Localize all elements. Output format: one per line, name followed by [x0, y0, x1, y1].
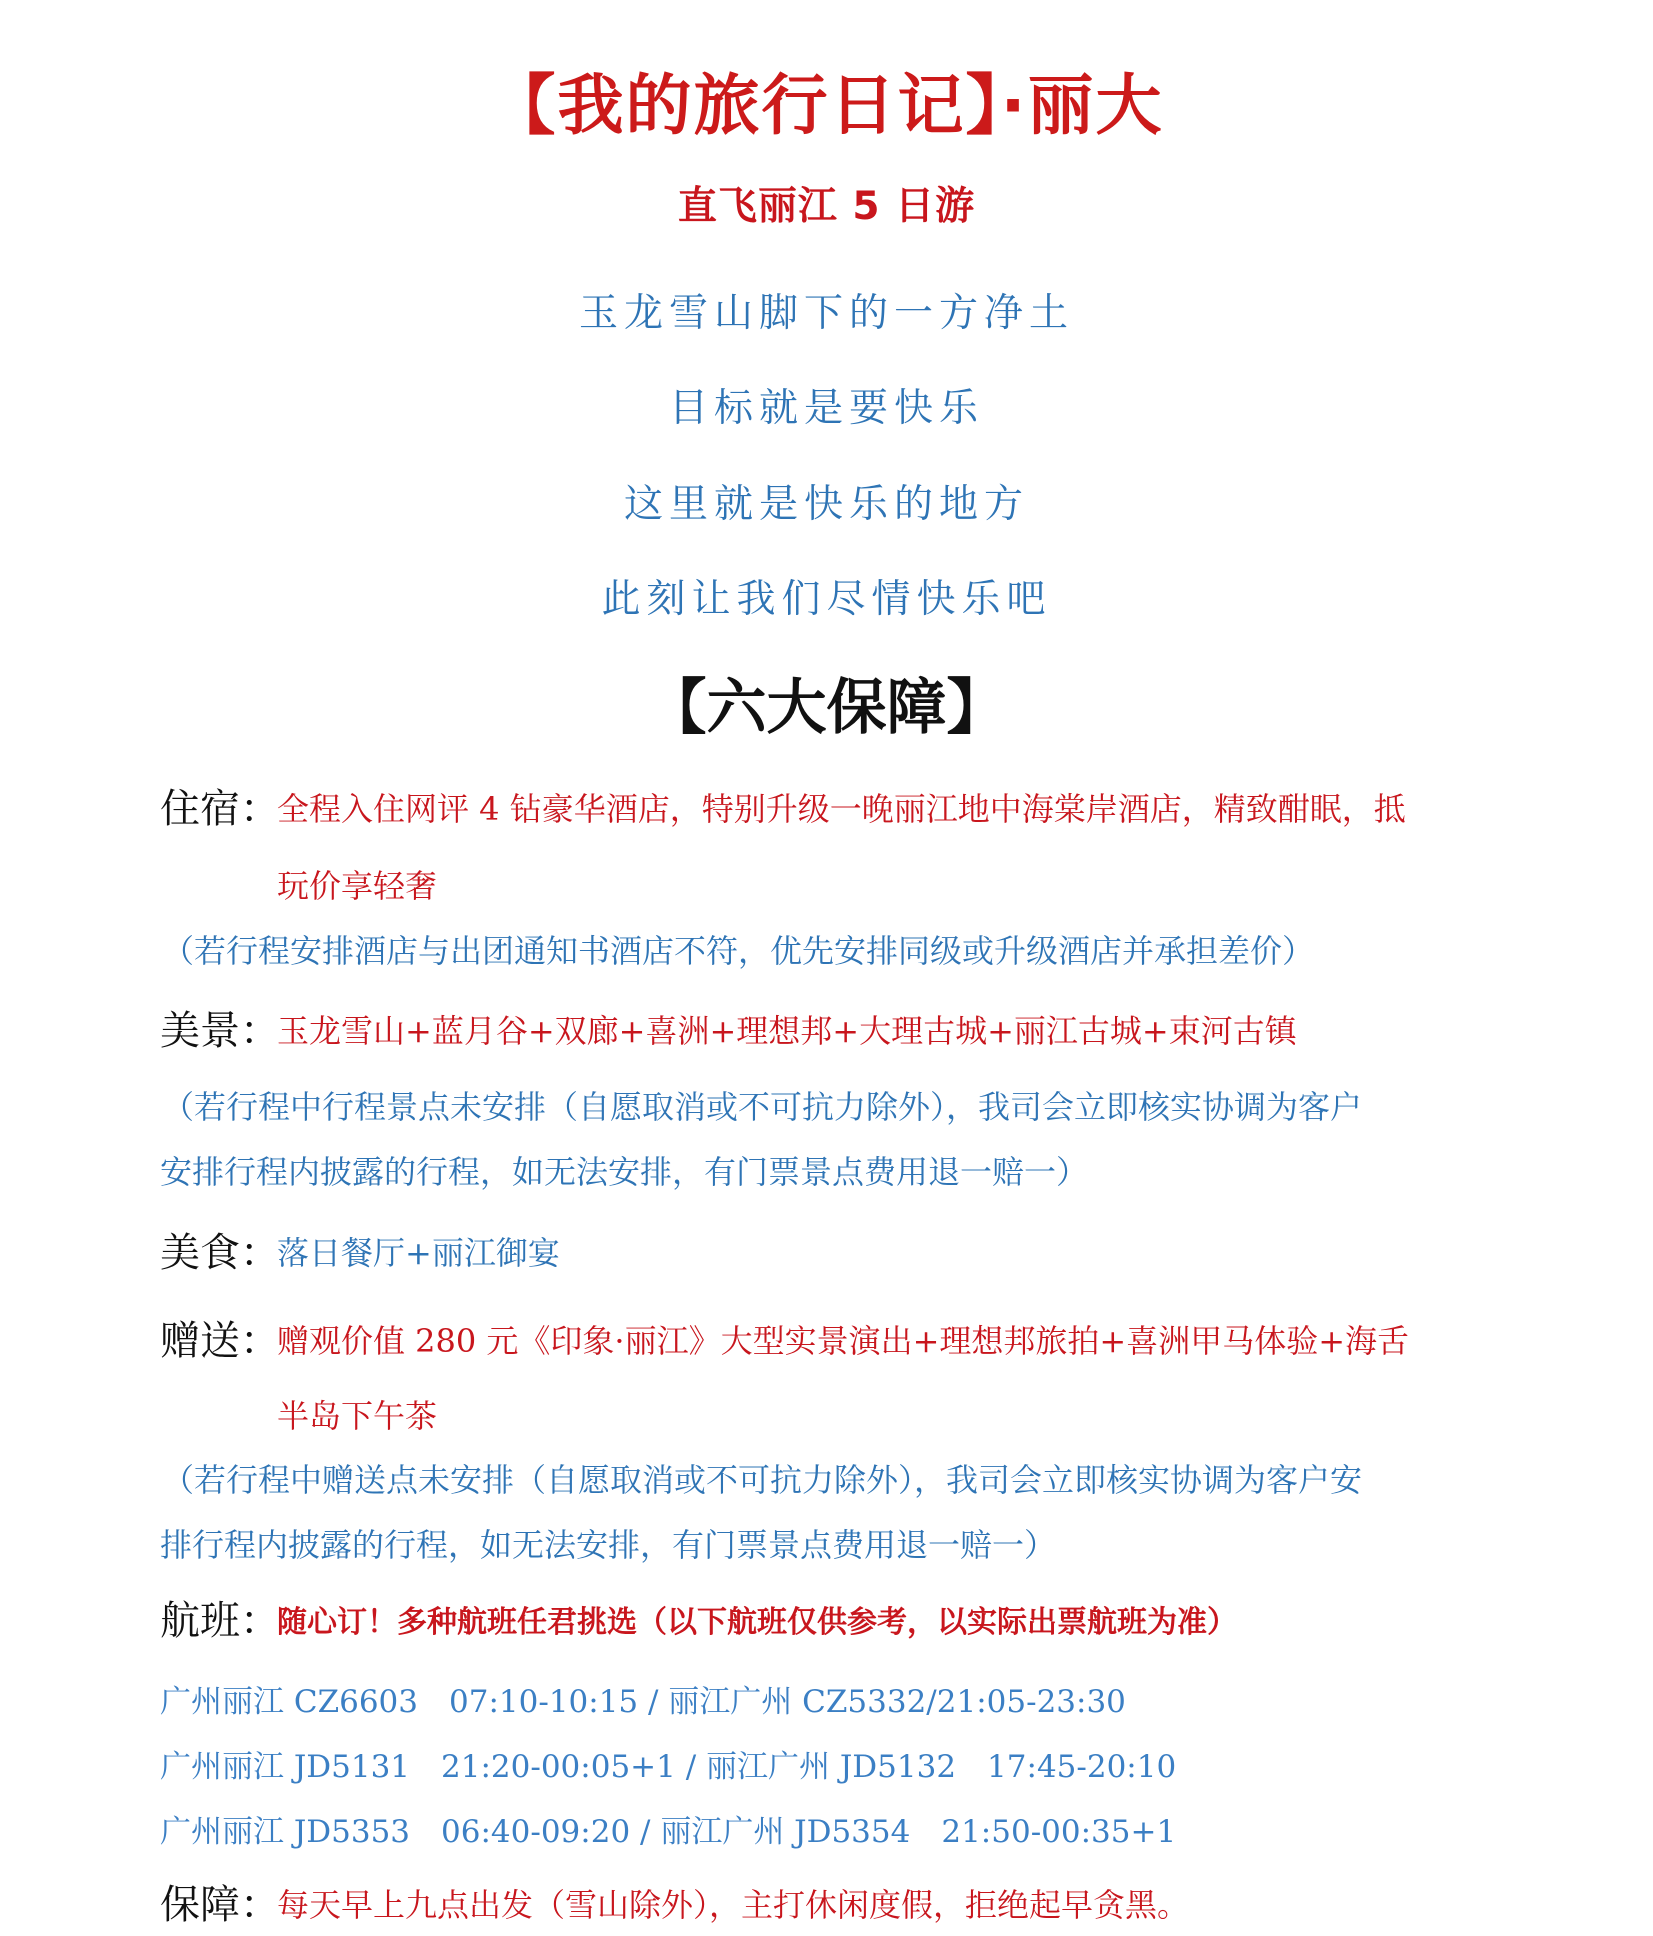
gift-note-line2: 排行程内披露的行程，如无法安排，有门票景点费用退一赔一）: [160, 1526, 1057, 1564]
flight-row: 广州丽江 JD5353 06:40-09:20 / 丽江广州 JD5354 21:50-00:35+1: [160, 1814, 1177, 1850]
food-label: 美食：: [160, 1230, 280, 1276]
scenery-note-line1: （若行程中行程景点未安排（自愿取消或不可抗力除外），我司会立即核实协调为客户: [162, 1088, 1363, 1126]
poem-line: 玉龙雪山脚下的一方净土: [578, 291, 1074, 336]
scenery-note-line2: 安排行程内披露的行程，如无法安排，有门票景点费用退一赔一）: [160, 1153, 1089, 1191]
flight-row: 广州丽江 JD5131 21:20-00:05+1 / 丽江广州 JD5132 17:45-20:10: [160, 1749, 1177, 1785]
lodging-note: （若行程安排酒店与出团通知书酒店不符，优先安排同级或升级酒店并承担差价）: [162, 932, 1315, 970]
flights-text: 随心订！多种航班任君挑选（以下航班仅供参考，以实际出票航班为准）: [277, 1605, 1237, 1640]
lodging-text-line2: 玩价享轻奢: [277, 867, 438, 905]
gift-note-line1: （若行程中赠送点未安排（自愿取消或不可抗力除外），我司会立即核实协调为客户安: [162, 1461, 1363, 1499]
poem-line: 目标就是要快乐: [668, 386, 984, 431]
scenery-label: 美景：: [160, 1008, 280, 1054]
poem-line: 此刻让我们尽情快乐吧: [601, 577, 1052, 622]
page-title: 【我的旅行日记】·丽大: [489, 67, 1164, 144]
food-text: 落日餐厅+丽江御宴: [277, 1234, 560, 1272]
scenery-text: 玉龙雪山+蓝月谷+双廊+喜洲+理想邦+大理古城+丽江古城+束河古镇: [277, 1012, 1297, 1050]
poem-line: 这里就是快乐的地方: [623, 482, 1029, 527]
lodging-label: 住宿：: [160, 786, 280, 832]
gift-text-line2: 半岛下午茶: [277, 1397, 438, 1435]
page-subtitle: 直飞丽江 5 日游: [677, 184, 976, 229]
assurance-label: 保障：: [160, 1882, 280, 1928]
gift-text-line1: 赠观价值 280 元《印象·丽江》大型实景演出+理想邦旅拍+喜洲甲马体验+海舌: [277, 1322, 1410, 1360]
flights-label: 航班：: [160, 1598, 280, 1644]
gift-label: 赠送：: [160, 1318, 280, 1364]
guarantees-title: 【六大保障】: [646, 673, 1007, 743]
lodging-text-line1: 全程入住网评 4 钻豪华酒店，特别升级一晚丽江地中海棠岸酒店，精致酣眠，抵: [277, 790, 1406, 828]
assurance-text: 每天早上九点出发（雪山除外），主打休闲度假，拒绝起早贪黑。: [277, 1886, 1190, 1924]
flight-row: 广州丽江 CZ6603 07:10-10:15 / 丽江广州 CZ5332/21:05-23:30: [160, 1684, 1126, 1720]
